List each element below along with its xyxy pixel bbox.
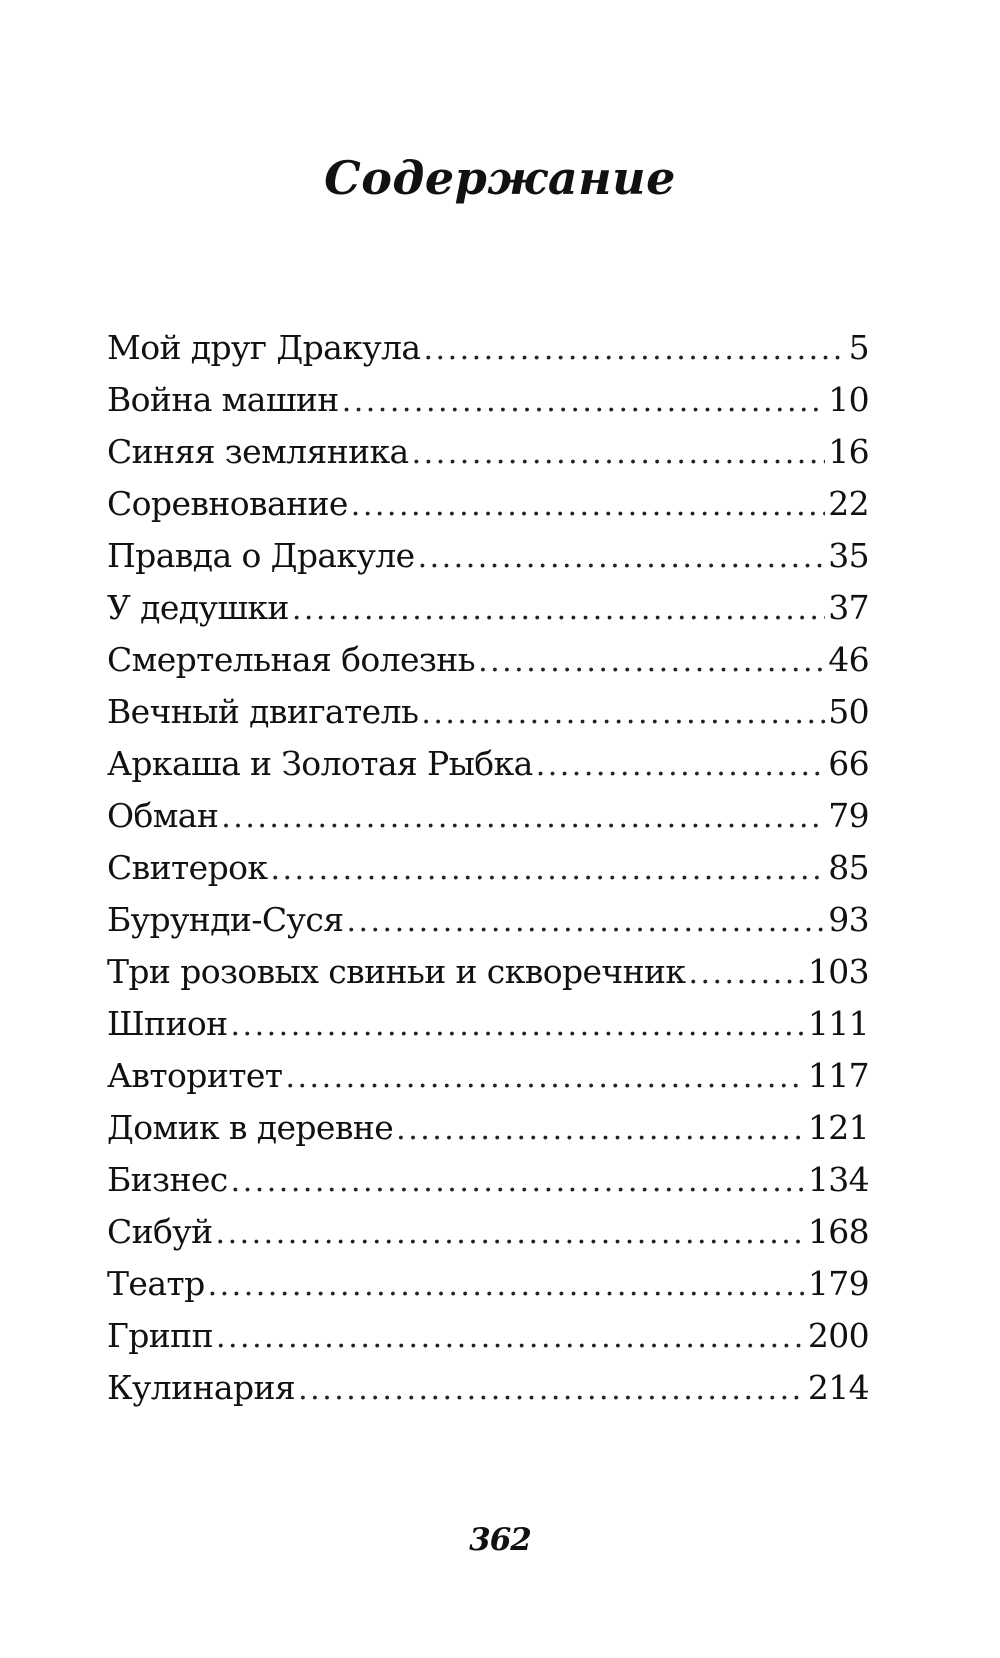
toc-entry-title: Правда о Дракуле [107,536,415,575]
table-of-contents [107,322,869,1414]
toc-entry[interactable] [107,634,869,686]
toc-entry[interactable] [107,1258,869,1310]
toc-entry-title: Обман [107,796,219,835]
toc-entry-page: 117 [807,1056,869,1095]
toc-entry-title: Грипп [107,1316,213,1355]
toc-dot-leader [342,376,826,428]
toc-entry-page: 200 [807,1316,869,1355]
toc-entry-title: Смертельная болезнь [107,640,476,679]
toc-dot-leader [285,1052,804,1104]
toc-entry-page: 111 [807,1004,869,1043]
toc-entry-title: Театр [107,1264,205,1303]
toc-entry[interactable] [107,842,869,894]
toc-entry-title: Бурунди-Суся [107,900,344,939]
toc-entry[interactable] [107,946,869,998]
toc-dot-leader [231,1156,805,1208]
toc-entry-page: 46 [828,640,869,679]
toc-dot-leader [270,844,825,896]
toc-entry[interactable] [107,738,869,790]
toc-entry[interactable] [107,1362,869,1414]
toc-entry[interactable] [107,1102,869,1154]
toc-entry[interactable] [107,478,869,530]
page-title: Содержание [324,151,676,205]
toc-entry[interactable] [107,1050,869,1102]
toc-dot-leader [216,1312,805,1364]
toc-dot-leader [536,740,826,792]
toc-entry-page: 37 [828,588,869,627]
toc-entry-page: 16 [828,432,869,471]
toc-entry-page: 121 [807,1108,869,1147]
toc-dot-leader [351,480,825,532]
toc-dot-leader [396,1104,805,1156]
toc-entry[interactable] [107,894,869,946]
toc-entry[interactable] [107,322,869,374]
toc-entry-page: 79 [828,796,869,835]
toc-dot-leader [298,1364,805,1416]
toc-entry-page: 168 [807,1212,869,1251]
toc-entry-title: Синяя земляника [107,432,409,471]
toc-entry-title: Три розовых свиньи и скворечник [107,952,686,991]
toc-dot-leader [208,1260,805,1312]
toc-entry-title: У дедушки [107,588,289,627]
toc-dot-leader [421,688,825,740]
toc-entry-page: 85 [828,848,869,887]
toc-entry-page: 5 [848,328,869,367]
toc-dot-leader [231,1000,805,1052]
page-number: 362 [469,1522,531,1558]
toc-entry-title: Вечный двигатель [107,692,419,731]
toc-dot-leader [688,948,804,1000]
toc-entry-title: Война машин [107,380,339,419]
toc-entry-title: Бизнес [107,1160,228,1199]
toc-entry-title: Авторитет [107,1056,283,1095]
toc-dot-leader [412,428,826,480]
toc-entry[interactable] [107,426,869,478]
toc-dot-leader [216,1208,805,1260]
toc-entry-page: 35 [828,536,869,575]
toc-entry[interactable] [107,686,869,738]
toc-entry-title: Шпион [107,1004,228,1043]
toc-entry-page: 93 [828,900,869,939]
toc-dot-leader [346,896,825,948]
toc-entry-page: 179 [807,1264,869,1303]
toc-dot-leader [478,636,825,688]
toc-entry[interactable] [107,530,869,582]
toc-entry[interactable] [107,790,869,842]
toc-dot-leader [292,584,825,636]
toc-entry-page: 10 [828,380,869,419]
toc-entry-title: Мой друг Дракула [107,328,421,367]
toc-entry-title: Свитерок [107,848,268,887]
toc-entry[interactable] [107,1310,869,1362]
toc-entry[interactable] [107,1154,869,1206]
toc-dot-leader [221,792,825,844]
toc-entry-page: 103 [807,952,869,991]
toc-entry-page: 50 [828,692,869,731]
toc-entry-page: 214 [807,1368,869,1407]
toc-entry[interactable] [107,998,869,1050]
toc-dot-leader [424,324,846,376]
toc-entry-page: 66 [828,744,869,783]
toc-entry-page: 22 [828,484,869,523]
toc-entry[interactable] [107,582,869,634]
toc-entry-title: Аркаша и Золотая Рыбка [107,744,533,783]
toc-entry-title: Кулинария [107,1368,296,1407]
toc-entry-title: Сибуй [107,1212,213,1251]
toc-dot-leader [418,532,826,584]
toc-entry-title: Соревнование [107,484,348,523]
toc-entry[interactable] [107,374,869,426]
toc-entry-page: 134 [807,1160,869,1199]
toc-entry-title: Домик в деревне [107,1108,394,1147]
toc-entry[interactable] [107,1206,869,1258]
